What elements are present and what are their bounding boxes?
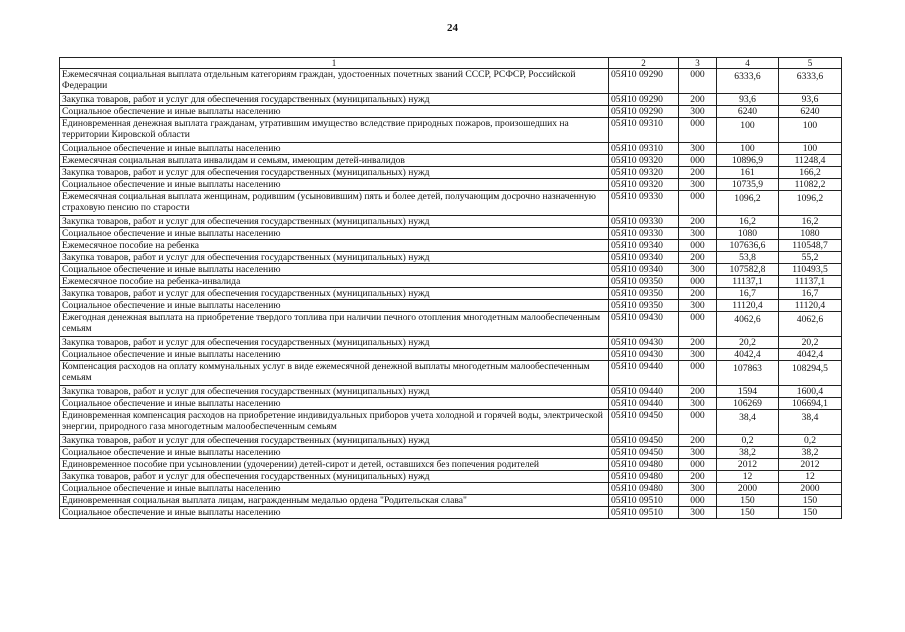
code-cell: 05Я10 09320 (609, 155, 679, 167)
table-row (60, 94, 842, 106)
name-cell: Социальное обеспечение и иные выплаты населению (60, 483, 609, 495)
name-cell: Социальное обеспечение и иные выплаты населению (60, 106, 609, 118)
header-row (60, 58, 842, 69)
code-cell: 05Я10 09310 (609, 118, 679, 143)
table-row (60, 435, 842, 447)
header-cell-3: 3 (679, 58, 717, 69)
name-cell: Закупка товаров, работ и услуг для обеспечения государственных (муниципальных) нужд (60, 471, 609, 483)
expense-kind-cell: 000 (679, 69, 717, 94)
value-col4-cell: 93,6 (717, 94, 779, 106)
expense-kind-cell: 200 (679, 337, 717, 349)
table-row (60, 495, 842, 507)
table-row (60, 216, 842, 228)
value-col4-cell: 4062,6 (717, 312, 779, 337)
value-col5-cell: 150 (779, 495, 842, 507)
expense-kind-cell: 000 (679, 495, 717, 507)
name-cell: Единовременная социальная выплата лицам, награжденным медалью ордена "Родительская слава" (60, 495, 609, 507)
table-row (60, 288, 842, 300)
table-row (60, 155, 842, 167)
name-cell: Единовременное пособие при усыновлении (удочерении) детей-сирот и детей, оставшихся без попечения родителей (60, 459, 609, 471)
table-row (60, 447, 842, 459)
code-cell: 05Я10 09480 (609, 459, 679, 471)
code-cell: 05Я10 09450 (609, 435, 679, 447)
code-cell: 05Я10 09350 (609, 276, 679, 288)
code-cell: 05Я10 09310 (609, 143, 679, 155)
value-col5-cell: 11248,4 (779, 155, 842, 167)
expense-kind-cell: 300 (679, 106, 717, 118)
name-cell: Ежемесячная социальная выплата женщинам, родившим (усыновившим) пять и более детей, получающим досрочно назначенную страховую пенсию по старости (60, 191, 609, 216)
table-row (60, 143, 842, 155)
value-col5-cell: 4062,6 (779, 312, 842, 337)
code-cell: 05Я10 09320 (609, 167, 679, 179)
name-cell: Закупка товаров, работ и услуг для обеспечения государственных (муниципальных) нужд (60, 94, 609, 106)
header-cell-5: 5 (779, 58, 842, 69)
name-cell: Социальное обеспечение и иные выплаты населению (60, 300, 609, 312)
table-row (60, 69, 842, 94)
value-col5-cell: 16,7 (779, 288, 842, 300)
value-col5-cell: 106694,1 (779, 398, 842, 410)
value-col4-cell: 11137,1 (717, 276, 779, 288)
expense-kind-cell: 300 (679, 228, 717, 240)
value-col5-cell: 0,2 (779, 435, 842, 447)
value-col4-cell: 107582,8 (717, 264, 779, 276)
expense-kind-cell: 000 (679, 312, 717, 337)
name-cell: Закупка товаров, работ и услуг для обеспечения государственных (муниципальных) нужд (60, 288, 609, 300)
value-col5-cell: 20,2 (779, 337, 842, 349)
value-col5-cell: 16,2 (779, 216, 842, 228)
value-col5-cell: 150 (779, 507, 842, 519)
table-row (60, 228, 842, 240)
page-number: 24 (447, 22, 458, 34)
table-row (60, 337, 842, 349)
code-cell: 05Я10 09290 (609, 94, 679, 106)
header-cell-4: 4 (717, 58, 779, 69)
expense-kind-cell: 200 (679, 435, 717, 447)
table-row (60, 179, 842, 191)
value-col5-cell: 11082,2 (779, 179, 842, 191)
table-row (60, 118, 842, 143)
value-col4-cell: 107863 (717, 361, 779, 386)
expense-kind-cell: 200 (679, 252, 717, 264)
expense-kind-cell: 200 (679, 94, 717, 106)
code-cell: 05Я10 09450 (609, 410, 679, 435)
value-col5-cell: 2012 (779, 459, 842, 471)
expense-kind-cell: 000 (679, 191, 717, 216)
code-cell: 05Я10 09430 (609, 312, 679, 337)
value-col4-cell: 150 (717, 495, 779, 507)
code-cell: 05Я10 09330 (609, 216, 679, 228)
name-cell: Ежемесячное пособие на ребенка (60, 240, 609, 252)
value-col4-cell: 12 (717, 471, 779, 483)
name-cell: Ежемесячное пособие на ребенка-инвалида (60, 276, 609, 288)
code-cell: 05Я10 09350 (609, 300, 679, 312)
table-row (60, 276, 842, 288)
value-col5-cell: 38,4 (779, 410, 842, 435)
code-cell: 05Я10 09440 (609, 386, 679, 398)
value-col5-cell: 38,2 (779, 447, 842, 459)
expense-kind-cell: 000 (679, 240, 717, 252)
code-cell: 05Я10 09340 (609, 240, 679, 252)
table-row (60, 349, 842, 361)
expense-kind-cell: 200 (679, 386, 717, 398)
name-cell: Социальное обеспечение и иные выплаты населению (60, 447, 609, 459)
name-cell: Социальное обеспечение и иные выплаты населению (60, 179, 609, 191)
value-col4-cell: 161 (717, 167, 779, 179)
name-cell: Единовременная денежная выплата гражданам, утратившим имущество вследствие природных пожаров, произошедших на территории Кировской области (60, 118, 609, 143)
value-col4-cell: 6333,6 (717, 69, 779, 94)
table-row (60, 106, 842, 118)
expense-kind-cell: 200 (679, 471, 717, 483)
code-cell: 05Я10 09480 (609, 483, 679, 495)
table-row (60, 361, 842, 386)
value-col4-cell: 2000 (717, 483, 779, 495)
table-row (60, 386, 842, 398)
name-cell: Закупка товаров, работ и услуг для обеспечения государственных (муниципальных) нужд (60, 252, 609, 264)
table-row (60, 410, 842, 435)
value-col5-cell: 2000 (779, 483, 842, 495)
code-cell: 05Я10 09340 (609, 252, 679, 264)
header-cell-2: 2 (609, 58, 679, 69)
table-row (60, 312, 842, 337)
value-col4-cell: 1080 (717, 228, 779, 240)
value-col4-cell: 100 (717, 143, 779, 155)
value-col4-cell: 2012 (717, 459, 779, 471)
code-cell: 05Я10 09440 (609, 361, 679, 386)
value-col4-cell: 0,2 (717, 435, 779, 447)
code-cell: 05Я10 09320 (609, 179, 679, 191)
budget-table-body (60, 58, 842, 519)
expense-kind-cell: 000 (679, 361, 717, 386)
code-cell: 05Я10 09290 (609, 106, 679, 118)
name-cell: Закупка товаров, работ и услуг для обеспечения государственных (муниципальных) нужд (60, 337, 609, 349)
expense-kind-cell: 000 (679, 410, 717, 435)
expense-kind-cell: 000 (679, 276, 717, 288)
value-col4-cell: 38,2 (717, 447, 779, 459)
name-cell: Социальное обеспечение и иные выплаты населению (60, 228, 609, 240)
name-cell: Закупка товаров, работ и услуг для обеспечения государственных (муниципальных) нужд (60, 435, 609, 447)
name-cell: Социальное обеспечение и иные выплаты населению (60, 264, 609, 276)
value-col5-cell: 4042,4 (779, 349, 842, 361)
code-cell: 05Я10 09440 (609, 398, 679, 410)
value-col5-cell: 11120,4 (779, 300, 842, 312)
expense-kind-cell: 300 (679, 507, 717, 519)
table-row (60, 264, 842, 276)
table-row (60, 459, 842, 471)
expense-kind-cell: 000 (679, 155, 717, 167)
value-col4-cell: 20,2 (717, 337, 779, 349)
value-col4-cell: 106269 (717, 398, 779, 410)
name-cell: Социальное обеспечение и иные выплаты населению (60, 507, 609, 519)
name-cell: Социальное обеспечение и иные выплаты населению (60, 398, 609, 410)
code-cell: 05Я10 09330 (609, 191, 679, 216)
code-cell: 05Я10 09350 (609, 288, 679, 300)
name-cell: Ежемесячная социальная выплата отдельным категориям граждан, удостоенных почетных званий СССР, РСФСР, Российской Федерации (60, 69, 609, 94)
name-cell: Ежемесячная социальная выплата инвалидам и семьям, имеющим детей-инвалидов (60, 155, 609, 167)
code-cell: 05Я10 09510 (609, 507, 679, 519)
table-row (60, 471, 842, 483)
value-col5-cell: 110493,5 (779, 264, 842, 276)
expense-kind-cell: 300 (679, 447, 717, 459)
expense-kind-cell: 300 (679, 349, 717, 361)
value-col5-cell: 6240 (779, 106, 842, 118)
value-col5-cell: 93,6 (779, 94, 842, 106)
code-cell: 05Я10 09430 (609, 337, 679, 349)
name-cell: Закупка товаров, работ и услуг для обеспечения государственных (муниципальных) нужд (60, 167, 609, 179)
value-col5-cell: 100 (779, 143, 842, 155)
table-row (60, 240, 842, 252)
expense-kind-cell: 200 (679, 167, 717, 179)
value-col4-cell: 10735,9 (717, 179, 779, 191)
expense-kind-cell: 300 (679, 300, 717, 312)
expense-kind-cell: 300 (679, 264, 717, 276)
expense-kind-cell: 200 (679, 216, 717, 228)
value-col4-cell: 4042,4 (717, 349, 779, 361)
value-col4-cell: 16,7 (717, 288, 779, 300)
code-cell: 05Я10 09430 (609, 349, 679, 361)
name-cell: Закупка товаров, работ и услуг для обеспечения государственных (муниципальных) нужд (60, 386, 609, 398)
value-col5-cell: 166,2 (779, 167, 842, 179)
expense-kind-cell: 300 (679, 143, 717, 155)
code-cell: 05Я10 09340 (609, 264, 679, 276)
value-col4-cell: 1594 (717, 386, 779, 398)
name-cell: Социальное обеспечение и иные выплаты населению (60, 143, 609, 155)
value-col5-cell: 1600,4 (779, 386, 842, 398)
table-row (60, 252, 842, 264)
budget-table (59, 57, 842, 519)
value-col5-cell: 12 (779, 471, 842, 483)
value-col4-cell: 100 (717, 118, 779, 143)
expense-kind-cell: 300 (679, 398, 717, 410)
value-col5-cell: 100 (779, 118, 842, 143)
name-cell: Социальное обеспечение и иные выплаты населению (60, 349, 609, 361)
value-col4-cell: 16,2 (717, 216, 779, 228)
expense-kind-cell: 300 (679, 483, 717, 495)
table-row (60, 507, 842, 519)
table-row (60, 167, 842, 179)
value-col4-cell: 38,4 (717, 410, 779, 435)
code-cell: 05Я10 09510 (609, 495, 679, 507)
table-row (60, 483, 842, 495)
code-cell: 05Я10 09330 (609, 228, 679, 240)
value-col5-cell: 110548,7 (779, 240, 842, 252)
value-col5-cell: 1096,2 (779, 191, 842, 216)
name-cell: Компенсация расходов на оплату коммунальных услуг в виде ежемесячной денежной выплаты многодетным малообеспеченным семьям (60, 361, 609, 386)
value-col4-cell: 10896,9 (717, 155, 779, 167)
table-row (60, 300, 842, 312)
code-cell: 05Я10 09450 (609, 447, 679, 459)
expense-kind-cell: 000 (679, 459, 717, 471)
value-col5-cell: 1080 (779, 228, 842, 240)
value-col4-cell: 150 (717, 507, 779, 519)
expense-kind-cell: 000 (679, 118, 717, 143)
expense-kind-cell: 300 (679, 179, 717, 191)
value-col5-cell: 6333,6 (779, 69, 842, 94)
table-row (60, 398, 842, 410)
value-col4-cell: 1096,2 (717, 191, 779, 216)
name-cell: Единовременная компенсация расходов на приобретение индивидуальных приборов учета холодной и горячей воды, электрической энергии, природного газа многодетным малообеспеченным семьям (60, 410, 609, 435)
value-col4-cell: 53,8 (717, 252, 779, 264)
value-col4-cell: 107636,6 (717, 240, 779, 252)
name-cell: Закупка товаров, работ и услуг для обеспечения государственных (муниципальных) нужд (60, 216, 609, 228)
name-cell: Ежегодная денежная выплата на приобретение твердого топлива при наличии печного отопления многодетным малообеспеченным семьям (60, 312, 609, 337)
expense-kind-cell: 200 (679, 288, 717, 300)
value-col4-cell: 6240 (717, 106, 779, 118)
table-row (60, 191, 842, 216)
code-cell: 05Я10 09290 (609, 69, 679, 94)
value-col5-cell: 55,2 (779, 252, 842, 264)
value-col5-cell: 108294,5 (779, 361, 842, 386)
code-cell: 05Я10 09480 (609, 471, 679, 483)
header-cell-1: 1 (60, 58, 609, 69)
value-col5-cell: 11137,1 (779, 276, 842, 288)
value-col4-cell: 11120,4 (717, 300, 779, 312)
